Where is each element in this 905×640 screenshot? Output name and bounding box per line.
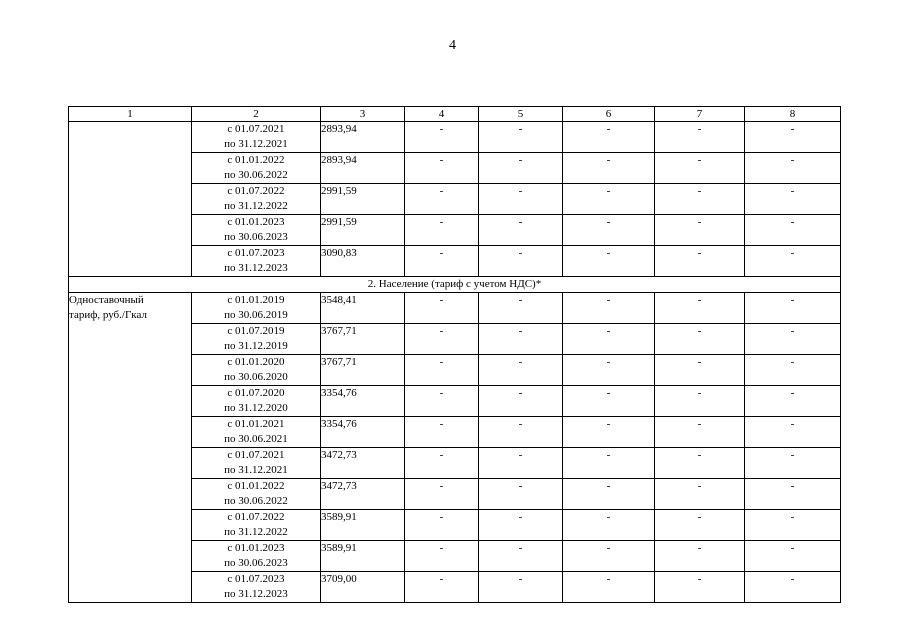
dash-cell: - — [563, 510, 655, 541]
period-from: с 01.07.2023 — [227, 573, 285, 585]
dash-cell: - — [563, 153, 655, 184]
dash-cell: - — [655, 153, 745, 184]
dash-cell: - — [479, 153, 563, 184]
period-cell — [192, 386, 321, 417]
period-from: с 01.01.2023 — [227, 542, 285, 554]
dash-cell: - — [745, 293, 841, 324]
period-cell — [192, 153, 321, 184]
period-to: по 30.06.2023 — [224, 557, 288, 569]
period-from: с 01.01.2022 — [227, 154, 285, 166]
dash-cell: - — [563, 541, 655, 572]
dash-cell: - — [405, 479, 479, 510]
dash-cell: - — [405, 324, 479, 355]
dash-cell: - — [405, 355, 479, 386]
tariff-value: 3767,71 — [321, 324, 405, 355]
period-to: по 31.12.2022 — [224, 200, 288, 212]
dash-cell: - — [655, 324, 745, 355]
group-label-cell — [69, 122, 192, 277]
period-to: по 31.12.2021 — [224, 464, 288, 476]
dash-cell: - — [479, 572, 563, 603]
dash-cell: - — [479, 324, 563, 355]
period-to: по 30.06.2022 — [224, 169, 288, 181]
period-to: по 31.12.2023 — [224, 262, 288, 274]
dash-cell: - — [405, 153, 479, 184]
header-cell: 5 — [479, 107, 563, 122]
tariff-value: 3767,71 — [321, 355, 405, 386]
group-label-cell — [69, 293, 192, 603]
table-row — [69, 293, 841, 324]
dash-cell: - — [655, 510, 745, 541]
dash-cell: - — [745, 184, 841, 215]
section-title: 2. Население (тариф с учетом НДС)* — [69, 277, 841, 293]
dash-cell: - — [405, 246, 479, 277]
period-to: по 30.06.2020 — [224, 371, 288, 383]
dash-cell: - — [479, 293, 563, 324]
dash-cell: - — [745, 215, 841, 246]
period-cell — [192, 184, 321, 215]
period-cell — [192, 324, 321, 355]
period-to: по 31.12.2020 — [224, 402, 288, 414]
dash-cell: - — [479, 510, 563, 541]
header-cell: 3 — [321, 107, 405, 122]
period-from: с 01.07.2022 — [227, 185, 285, 197]
period-from: с 01.01.2022 — [227, 480, 285, 492]
dash-cell: - — [563, 246, 655, 277]
dash-cell: - — [563, 417, 655, 448]
dash-cell: - — [745, 572, 841, 603]
period-from: с 01.01.2021 — [227, 418, 285, 430]
dash-cell: - — [479, 386, 563, 417]
period-cell — [192, 293, 321, 324]
tariff-value: 2991,59 — [321, 215, 405, 246]
tariff-value: 3472,73 — [321, 448, 405, 479]
header-cell: 6 — [563, 107, 655, 122]
table-body — [69, 122, 841, 603]
dash-cell: - — [745, 386, 841, 417]
period-from: с 01.07.2022 — [227, 511, 285, 523]
period-to: по 30.06.2022 — [224, 495, 288, 507]
dash-cell: - — [655, 355, 745, 386]
dash-cell: - — [655, 541, 745, 572]
dash-cell: - — [563, 215, 655, 246]
period-to: по 31.12.2019 — [224, 340, 288, 352]
dash-cell: - — [745, 153, 841, 184]
dash-cell: - — [405, 572, 479, 603]
dash-cell: - — [405, 293, 479, 324]
dash-cell: - — [479, 122, 563, 153]
dash-cell: - — [479, 417, 563, 448]
period-to: по 30.06.2023 — [224, 231, 288, 243]
dash-cell: - — [405, 510, 479, 541]
dash-cell: - — [563, 386, 655, 417]
dash-cell: - — [655, 246, 745, 277]
group-label-line: Одноставочный — [69, 294, 144, 306]
tariff-value: 2991,59 — [321, 184, 405, 215]
dash-cell: - — [563, 293, 655, 324]
dash-cell: - — [405, 122, 479, 153]
period-cell — [192, 246, 321, 277]
dash-cell: - — [563, 479, 655, 510]
period-from: с 01.07.2020 — [227, 387, 285, 399]
period-from: с 01.07.2021 — [227, 123, 285, 135]
dash-cell: - — [405, 417, 479, 448]
dash-cell: - — [405, 448, 479, 479]
period-from: с 01.01.2020 — [227, 356, 285, 368]
header-cell: 7 — [655, 107, 745, 122]
period-from: с 01.07.2019 — [227, 325, 285, 337]
period-cell — [192, 572, 321, 603]
header-cell: 4 — [405, 107, 479, 122]
dash-cell: - — [745, 541, 841, 572]
tariff-value: 3589,91 — [321, 541, 405, 572]
period-cell — [192, 417, 321, 448]
dash-cell: - — [655, 417, 745, 448]
header-cell: 2 — [192, 107, 321, 122]
dash-cell: - — [745, 324, 841, 355]
group-label-line: тариф, руб./Гкал — [69, 309, 147, 321]
period-to: по 31.12.2023 — [224, 588, 288, 600]
tariff-value: 3472,73 — [321, 479, 405, 510]
period-cell — [192, 448, 321, 479]
dash-cell: - — [745, 417, 841, 448]
dash-cell: - — [745, 510, 841, 541]
page-number: 4 — [449, 38, 456, 53]
dash-cell: - — [563, 184, 655, 215]
dash-cell: - — [479, 215, 563, 246]
dash-cell: - — [655, 215, 745, 246]
dash-cell: - — [655, 293, 745, 324]
dash-cell: - — [479, 479, 563, 510]
dash-cell: - — [655, 122, 745, 153]
period-to: по 31.12.2022 — [224, 526, 288, 538]
dash-cell: - — [745, 122, 841, 153]
dash-cell: - — [479, 448, 563, 479]
dash-cell: - — [655, 184, 745, 215]
period-from: с 01.01.2019 — [227, 294, 285, 306]
table-row — [69, 122, 841, 153]
dash-cell: - — [405, 215, 479, 246]
dash-cell: - — [563, 122, 655, 153]
period-from: с 01.07.2023 — [227, 247, 285, 259]
dash-cell: - — [563, 448, 655, 479]
dash-cell: - — [479, 541, 563, 572]
period-to: по 30.06.2019 — [224, 309, 288, 321]
header-row — [69, 107, 841, 122]
dash-cell: - — [655, 386, 745, 417]
dash-cell: - — [563, 324, 655, 355]
tariff-table — [68, 106, 841, 603]
period-cell — [192, 541, 321, 572]
period-from: с 01.07.2021 — [227, 449, 285, 461]
dash-cell: - — [745, 479, 841, 510]
dash-cell: - — [563, 355, 655, 386]
period-from: с 01.01.2023 — [227, 216, 285, 228]
tariff-value: 3709,00 — [321, 572, 405, 603]
dash-cell: - — [479, 246, 563, 277]
period-cell — [192, 479, 321, 510]
period-cell — [192, 215, 321, 246]
tariff-value: 3589,91 — [321, 510, 405, 541]
period-cell — [192, 122, 321, 153]
dash-cell: - — [479, 355, 563, 386]
period-cell — [192, 355, 321, 386]
dash-cell: - — [745, 246, 841, 277]
tariff-value: 3090,83 — [321, 246, 405, 277]
tariff-value: 3354,76 — [321, 386, 405, 417]
dash-cell: - — [405, 184, 479, 215]
dash-cell: - — [655, 572, 745, 603]
dash-cell: - — [405, 386, 479, 417]
section-row — [69, 277, 841, 293]
tariff-value: 2893,94 — [321, 122, 405, 153]
period-cell — [192, 510, 321, 541]
dash-cell: - — [405, 541, 479, 572]
header-cell: 1 — [69, 107, 192, 122]
tariff-value: 3548,41 — [321, 293, 405, 324]
dash-cell: - — [479, 184, 563, 215]
tariff-value: 2893,94 — [321, 153, 405, 184]
period-to: по 31.12.2021 — [224, 138, 288, 150]
tariff-value: 3354,76 — [321, 417, 405, 448]
dash-cell: - — [745, 448, 841, 479]
dash-cell: - — [655, 479, 745, 510]
dash-cell: - — [563, 572, 655, 603]
header-cell: 8 — [745, 107, 841, 122]
dash-cell: - — [655, 448, 745, 479]
dash-cell: - — [745, 355, 841, 386]
period-to: по 30.06.2021 — [224, 433, 288, 445]
